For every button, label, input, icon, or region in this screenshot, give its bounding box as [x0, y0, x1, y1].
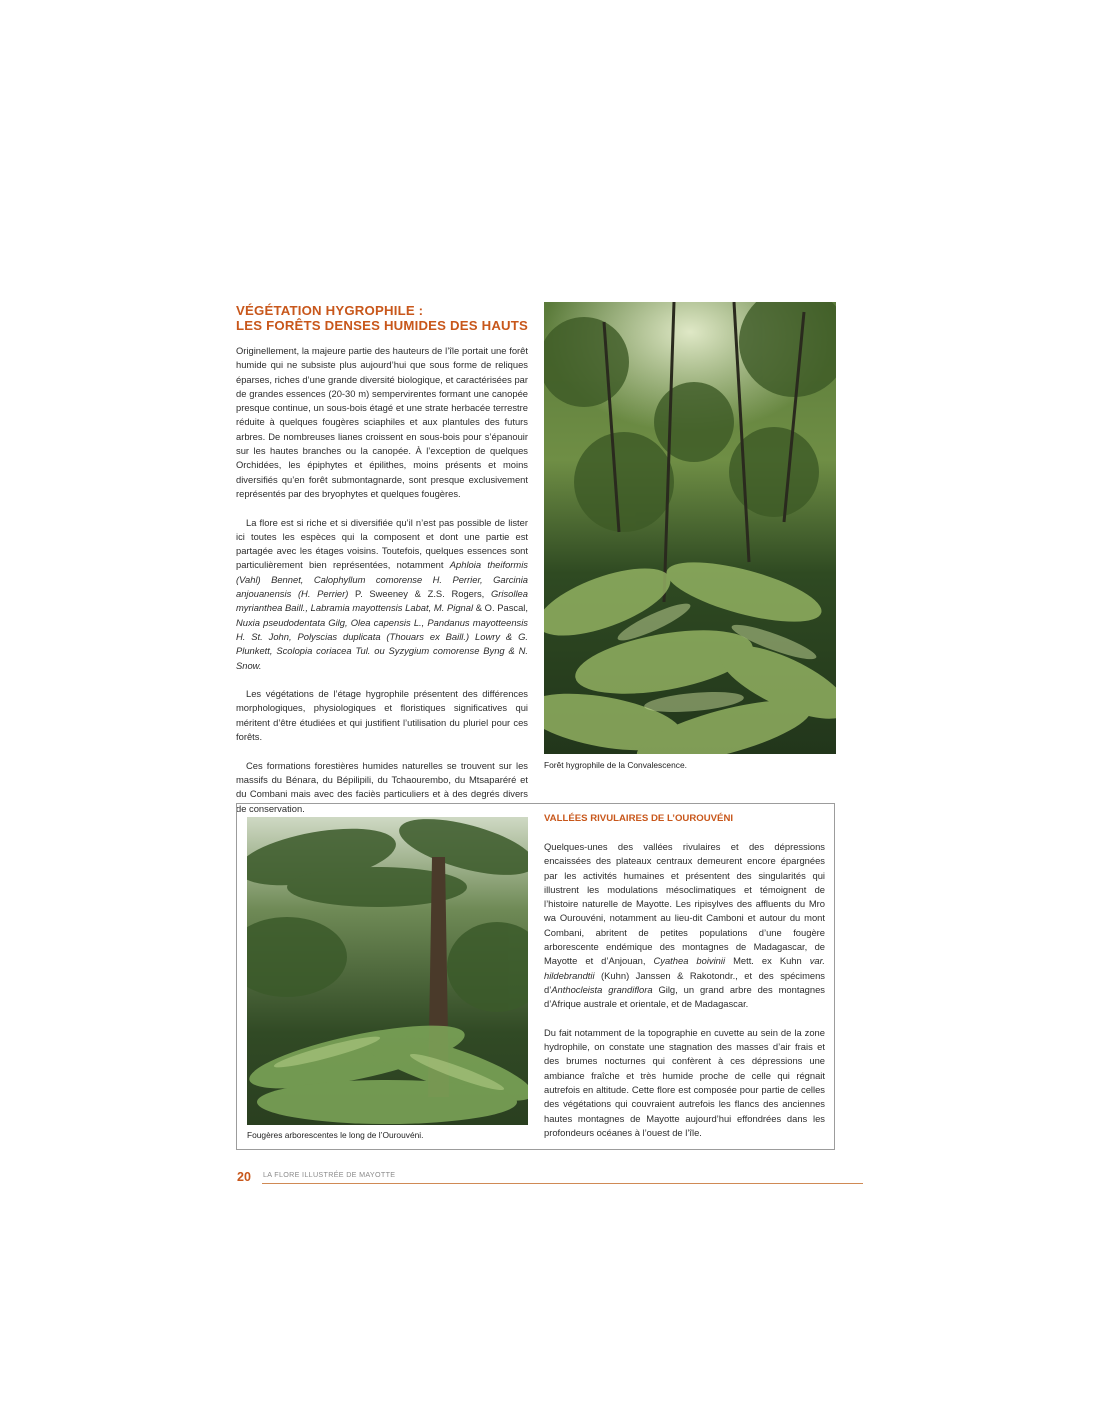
- footer-rule: [262, 1183, 863, 1184]
- text-run: Gilg, un grand arbre des montagnes d’Afrique australe et orientale, et de Madagascar.: [544, 983, 825, 1010]
- text-run: La flore est si riche et si diversifiée qu’il n’est pas possible de lister ici toutes les espèces qui la composent et dont une partie est partagée avec les étages voisins. Toutefois, quelques essences sont particulièrement bien représentées, notamment: [236, 516, 528, 571]
- tree-fern-photo: [247, 817, 528, 1125]
- text-run: Mett. ex Kuhn: [725, 955, 810, 967]
- inset-box-heading: VALLÉES RIVULAIRES DE L’OUROUVÉNI: [544, 813, 734, 824]
- text-run: Quelques-unes des vallées rivulaires et des dépressions encaissées des plateaux centraux demeurent encore épargnées par les activités humaines et présentent des singularités qui illustrent les modulations mésoclimatiques et témoignent de l’histoire naturelle de Mayotte. Les ripisylves des affluents du Mro wa Ourouvéni, notamment au lieu-dit Camboni et autour du mont Combani, abritent de petites populations d’une fougère arborescente endémique des montagnes de Madagascar, de Mayotte et d’Anjouan,: [544, 841, 825, 967]
- inset-paragraph-2: [544, 1026, 825, 1140]
- italic-run: Aphloia theiformis (Vahl) Bennet, Calophyllum comorense H. Perrier, Garcinia anjouanensis (H. Perrier): [236, 559, 528, 600]
- text-run: P. Sweeney & Z.S. Rogers,: [348, 588, 491, 600]
- tree-fern-photo-caption: Fougères arborescentes le long de l’Ourouvéni.: [247, 1130, 424, 1140]
- page-number: 20: [237, 1170, 251, 1184]
- italic-run: Grisollea myrianthea Baill., Labramia mayottensis Labat, M. Pignal: [236, 588, 528, 614]
- text-run: (Kuhn) Janssen & Rakotondr., et des spécimens d’: [544, 969, 825, 995]
- text-run: Les végétations de l’étage hygrophile présentent des différences morphologiques, physiologiques et floristiques significatives qui méritent d’être étudiées et qui justifient l’utilisation du pluriel pour ces forêts.: [236, 688, 528, 743]
- forest-photo-illustration: [544, 302, 836, 754]
- inset-paragraph-1: [544, 840, 825, 1012]
- italic-run: var. hildebrandtii: [544, 955, 825, 981]
- text-run: Originellement, la majeure partie des hauteurs de l’île portait une forêt humide qui ne subsiste plus aujourd’hui que sous forme de reliques éparses, riches d’une grande diversité biologique, et caractérisées par de grandes essences (20-30 m) sempervirentes formant une canopée presque continue, un sous-bois étagé et une strate herbacée terrestre réduite à quelques fougères sciaphiles et aux plantules des futurs arbres. De nombreuses lianes croissent en sous-bois pour s’épanouir sur les hautes branches ou la canopée. À l’exception de quelques Orchidées, les épiphytes et épilithes, moins présents et moins diversifiés qu’en forêt submontagnarde, sont presque exclusivement représentés par des bryophytes et quelques fougères.: [236, 345, 528, 499]
- main-text-column: [236, 344, 528, 830]
- paragraph-2: [236, 516, 528, 673]
- tree-fern-photo-illustration: [247, 817, 528, 1125]
- text-run: Du fait notamment de la topographie en cuvette au sein de la zone hydrophile, on constate une stagnation des masses d’air frais et des brumes nocturnes qui confèrent à ces dépressions une ambiance fraîche et très humide proche de celle qui régnait autrefois en altitude. Cette flore est composée pour partie de celles des végétations qui couvraient autrefois les flancs des anciennes hautes montagnes de Mayotte aujourd’hui effondrées dans les profondeurs océanes à l’ouest de l’île.: [544, 1026, 825, 1138]
- italic-run: Anthocleista grandiflora: [551, 983, 653, 995]
- italic-run: Cyathea boivinii: [653, 955, 726, 967]
- text-run: Ces formations forestières humides naturelles se trouvent sur les massifs du Bénara, du Bépilipili, du Tchaourembo, du Mtsaparéré et du Combani mais avec des faciès particuliers et à des degrés divers de conservation.: [236, 759, 528, 814]
- section-heading-line-1: VÉGÉTATION HYGROPHILE :: [236, 303, 424, 318]
- paragraph-3: [236, 687, 528, 744]
- section-heading: [236, 303, 536, 333]
- forest-photo-caption: Forêt hygrophile de la Convalescence.: [544, 760, 687, 770]
- section-heading-line-2: LES FORÊTS DENSES HUMIDES DES HAUTS: [236, 318, 529, 333]
- italic-run: Nuxia pseudodentata Gilg, Olea capensis L., Pandanus mayotteensis H. St. John, Polyscias duplicata (Thouars ex Baill.) Lowry & G. Plunkett, Scolopia coriacea Tul. ou Syzygium comorense Byng & N. Snow.: [236, 616, 528, 671]
- paragraph-1: [236, 344, 528, 501]
- inset-text-column: [544, 840, 825, 1155]
- forest-photo: [544, 302, 836, 754]
- text-run: & O. Pascal,: [473, 602, 528, 614]
- running-footer-title: LA FLORE ILLUSTRÉE DE MAYOTTE: [263, 1170, 396, 1179]
